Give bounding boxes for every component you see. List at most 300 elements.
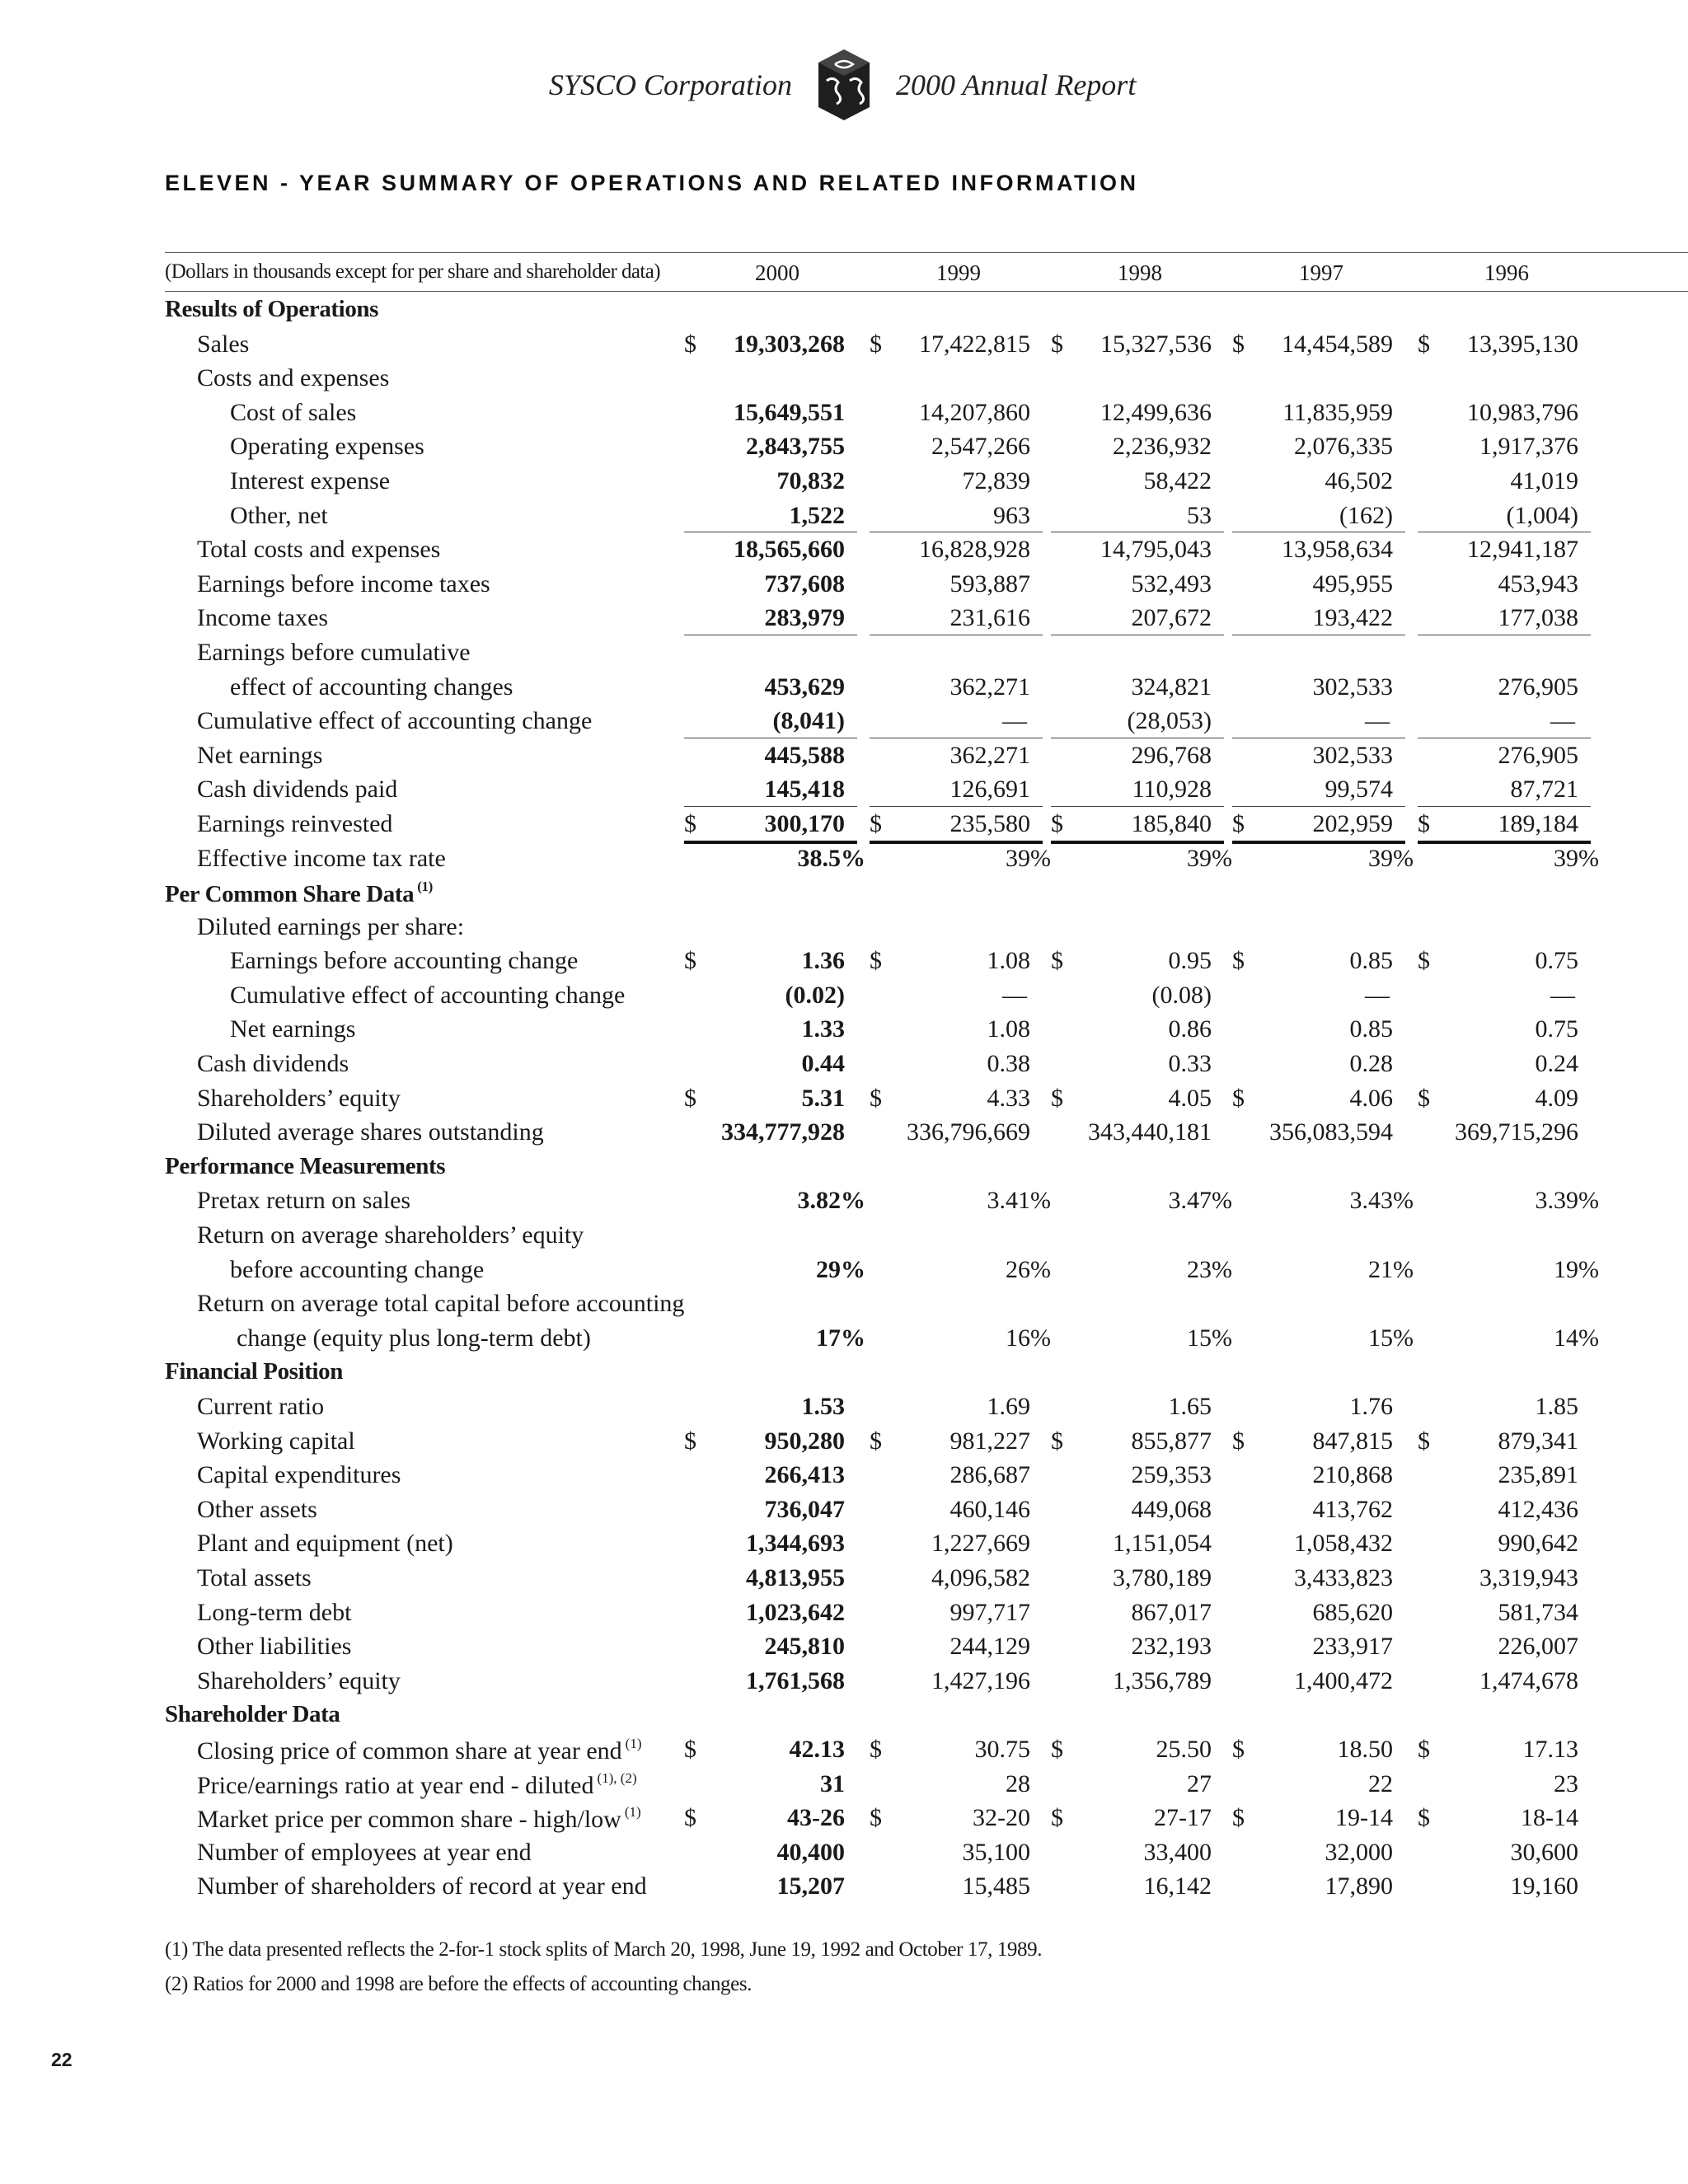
value-cell	[1418, 399, 1591, 434]
dollar-sign: $	[684, 809, 696, 837]
table-row	[165, 771, 1688, 806]
value: 0.75	[1535, 1015, 1578, 1043]
value-cell	[1418, 1667, 1591, 1702]
value-cell	[1418, 1872, 1591, 1907]
value-cell	[1232, 1085, 1405, 1119]
row-label-text: Closing price of common share at year end	[197, 1736, 622, 1765]
table-row	[165, 1389, 1688, 1423]
value: 38.5%	[797, 844, 865, 872]
value-cell	[1418, 1118, 1591, 1153]
value-cell	[1232, 844, 1414, 879]
dollar-sign: $	[684, 1427, 696, 1455]
row-label-text: Costs and expenses	[197, 364, 390, 392]
row-label-text: Cumulative effect of accounting change	[230, 981, 626, 1009]
value-cell	[870, 502, 1043, 533]
footnote: (1) The data presented reflects the 2-for-1 stock splits of March 20, 1998, June 19, 1992 and October 17, 1989.	[165, 1938, 1043, 1961]
value: 1.85	[1535, 1393, 1578, 1420]
value-cell	[1051, 467, 1224, 502]
value: 334,777,928	[721, 1118, 845, 1146]
value-cell	[1232, 982, 1405, 1016]
row-label	[230, 673, 513, 701]
value: 1,023,642	[746, 1598, 845, 1626]
value: 0.86	[1168, 1015, 1212, 1043]
dollar-sign: $	[1232, 1427, 1245, 1455]
value-cell	[870, 1839, 1043, 1873]
value-cell	[1051, 1255, 1232, 1291]
value-cell	[1418, 673, 1591, 708]
value: 26%	[1006, 1255, 1051, 1283]
table-row	[165, 806, 1688, 841]
value-cell	[870, 1872, 1043, 1907]
value-cell	[1232, 1667, 1405, 1702]
value-cell	[1418, 810, 1591, 844]
table-row	[165, 532, 1688, 566]
value: 286,687	[950, 1461, 1030, 1489]
value: 3.41%	[987, 1187, 1051, 1215]
value-cell	[1232, 1804, 1405, 1839]
value-cell	[1232, 707, 1405, 738]
value: 13,958,634	[1282, 536, 1393, 564]
value-cell	[870, 1427, 1043, 1462]
value: 193,422	[1312, 604, 1393, 632]
value: 855,877	[1131, 1427, 1212, 1455]
value: —	[1365, 981, 1390, 1009]
value-cell	[870, 1667, 1043, 1702]
value: 259,353	[1131, 1461, 1212, 1489]
dollar-sign: $	[1418, 809, 1430, 837]
row-label	[197, 1667, 401, 1695]
section-heading	[165, 1701, 340, 1728]
row-label	[197, 330, 249, 359]
dollar-sign: $	[1051, 947, 1063, 975]
dollar-sign: $	[870, 809, 882, 837]
row-label-text: Cash dividends paid	[197, 776, 398, 804]
value: 1,227,669	[931, 1530, 1030, 1558]
value-cell	[684, 1255, 865, 1291]
value-cell	[1232, 1324, 1414, 1359]
dollar-sign: $	[684, 330, 696, 358]
value: 3,780,189	[1113, 1563, 1212, 1591]
table-row	[165, 1732, 1688, 1766]
row-label	[197, 1118, 544, 1146]
value: —	[1002, 981, 1027, 1009]
row-label	[197, 639, 471, 667]
row-label-text: Other, net	[230, 501, 328, 529]
dollar-sign: $	[1232, 330, 1245, 358]
value-cell	[870, 1118, 1043, 1153]
value-cell	[1418, 467, 1591, 502]
value-cell	[1051, 330, 1224, 365]
value: 2,076,335	[1294, 433, 1393, 461]
value: 593,887	[950, 569, 1030, 598]
value-cell	[1051, 502, 1224, 533]
value: 1.08	[987, 947, 1030, 975]
value-cell	[684, 1872, 857, 1907]
value-cell	[684, 707, 857, 738]
table-row	[165, 1011, 1688, 1046]
table-row	[165, 1629, 1688, 1663]
value: 18-14	[1521, 1804, 1578, 1832]
value: 15,207	[776, 1872, 845, 1900]
table-row	[165, 1595, 1688, 1629]
value-cell	[870, 1324, 1051, 1359]
row-label	[230, 467, 390, 495]
value: 1,058,432	[1294, 1530, 1393, 1558]
value-cell	[1232, 1050, 1405, 1085]
row-label	[197, 1427, 355, 1455]
row-label-text: Return on average shareholders’ equity	[197, 1221, 584, 1249]
value: —	[1365, 707, 1390, 735]
table-row	[165, 1114, 1688, 1149]
value: 177,038	[1498, 604, 1578, 632]
value: 33,400	[1143, 1838, 1212, 1866]
table-row	[165, 1492, 1688, 1526]
row-label	[197, 1393, 324, 1421]
row-label-text: Results of Operations	[165, 296, 379, 322]
value-cell	[1232, 1564, 1405, 1599]
value: 23%	[1187, 1255, 1232, 1283]
dollar-sign: $	[1418, 1084, 1430, 1112]
value: 16%	[1006, 1324, 1051, 1352]
value-cell	[870, 1187, 1051, 1221]
row-label	[197, 1050, 349, 1078]
value-cell	[1418, 1599, 1591, 1633]
value-cell	[1051, 399, 1224, 434]
row-label-text: effect of accounting changes	[230, 673, 513, 701]
value: 72,839	[962, 466, 1030, 494]
value-cell	[1051, 1393, 1224, 1427]
row-label	[197, 707, 592, 735]
table-row	[165, 943, 1688, 977]
value: 39%	[1187, 844, 1232, 872]
value: 0.44	[801, 1050, 845, 1078]
value-cell	[684, 1770, 857, 1805]
year-header: 2000	[755, 260, 799, 285]
value: 343,440,181	[1088, 1118, 1212, 1146]
table-row	[165, 1526, 1688, 1560]
value: 302,533	[1312, 741, 1393, 769]
value: 276,905	[1498, 673, 1578, 701]
value: 40,400	[776, 1838, 845, 1866]
value: 1.76	[1349, 1393, 1393, 1420]
row-label	[197, 1770, 637, 1800]
value-cell	[870, 1393, 1043, 1427]
table-row	[165, 498, 1688, 532]
value-cell	[870, 1496, 1043, 1530]
value: 460,146	[950, 1495, 1030, 1523]
value-cell	[1418, 1496, 1591, 1530]
value: 39%	[1006, 844, 1051, 872]
row-label-text: Earnings before income taxes	[197, 569, 490, 598]
row-label-text: Earnings before accounting change	[230, 947, 579, 975]
value-cell	[1051, 1461, 1224, 1496]
value: 245,810	[764, 1633, 845, 1661]
value: 0.28	[1349, 1050, 1393, 1078]
footnote: (2) Ratios for 2000 and 1998 are before the effects of accounting changes.	[165, 1973, 753, 1995]
value: —	[1002, 707, 1027, 735]
value: 266,413	[764, 1461, 845, 1489]
value: 233,917	[1312, 1633, 1393, 1661]
value-cell	[1051, 673, 1224, 708]
value-cell	[1418, 536, 1591, 570]
value-cell	[684, 673, 857, 708]
row-label-text: Cost of sales	[230, 398, 357, 426]
value-cell	[870, 982, 1043, 1016]
value-cell	[870, 844, 1051, 879]
value: 2,843,755	[746, 433, 845, 461]
value: 981,227	[950, 1427, 1030, 1455]
value: 99,574	[1325, 776, 1393, 804]
page-number: 22	[51, 2049, 73, 2070]
dollar-sign: $	[1051, 809, 1063, 837]
value: (28,053)	[1127, 707, 1212, 735]
value: 1,400,472	[1294, 1666, 1393, 1694]
value: (1,004)	[1506, 501, 1578, 529]
value-cell	[1418, 1633, 1591, 1667]
value-cell	[684, 433, 857, 467]
footnotes	[165, 1938, 1042, 2008]
value: 41,019	[1510, 466, 1578, 494]
value: 324,821	[1131, 673, 1212, 701]
dollar-sign: $	[870, 330, 882, 358]
value-cell	[870, 1530, 1043, 1564]
value-cell	[1232, 1427, 1405, 1462]
row-label	[197, 1221, 584, 1249]
value: 29%	[816, 1255, 865, 1283]
row-label	[197, 1804, 641, 1834]
dollar-sign: $	[684, 1084, 696, 1112]
value-cell	[684, 502, 857, 533]
value: 19,303,268	[734, 330, 845, 358]
value: 12,941,187	[1467, 536, 1578, 564]
value-cell	[1418, 1187, 1599, 1221]
value-cell	[1051, 1736, 1224, 1770]
table-row	[165, 1080, 1688, 1115]
dollar-sign: $	[684, 947, 696, 975]
value: 300,170	[764, 809, 845, 837]
row-label	[197, 1872, 647, 1900]
value: 1,151,054	[1113, 1530, 1212, 1558]
value: 43-26	[787, 1804, 845, 1832]
dollar-sign: $	[1051, 1735, 1063, 1763]
value: 0.38	[987, 1050, 1030, 1078]
value: 28	[1006, 1769, 1030, 1797]
value-cell	[870, 742, 1043, 776]
value: 39%	[1554, 844, 1599, 872]
row-label	[197, 1461, 401, 1489]
row-label-text: Operating expenses	[230, 433, 424, 461]
value: 1,344,693	[746, 1530, 845, 1558]
value: 27-17	[1154, 1804, 1212, 1832]
value: 235,580	[950, 809, 1030, 837]
value-cell	[1232, 604, 1405, 635]
value: 4,813,955	[746, 1563, 845, 1591]
value-cell	[684, 1599, 857, 1633]
value-cell	[1418, 844, 1599, 879]
value: 453,629	[764, 673, 845, 701]
value-cell	[870, 947, 1043, 982]
value: —	[1550, 981, 1575, 1009]
row-label-text: Market price per common share - high/low	[197, 1806, 621, 1834]
row-label	[197, 845, 446, 873]
table-row	[165, 1423, 1688, 1458]
year-header: 1997	[1299, 260, 1343, 285]
table-row	[165, 703, 1688, 738]
value-cell	[1418, 1461, 1591, 1496]
dollar-sign: $	[870, 1735, 882, 1763]
value-cell	[1418, 604, 1591, 635]
value-cell	[684, 536, 857, 570]
value-cell	[1232, 399, 1405, 434]
value-cell	[684, 330, 857, 365]
value: 39%	[1368, 844, 1414, 872]
value: 14%	[1554, 1324, 1599, 1352]
value: 736,047	[764, 1495, 845, 1523]
row-label	[230, 1015, 355, 1043]
value: 1,474,678	[1479, 1666, 1578, 1694]
value-cell	[684, 399, 857, 434]
value: 495,955	[1312, 569, 1393, 598]
value-cell	[1232, 1633, 1405, 1667]
table-row	[165, 429, 1688, 463]
value-cell	[1051, 1633, 1224, 1667]
value-cell	[1051, 1496, 1224, 1530]
value: 283,979	[764, 604, 845, 632]
section-heading-row	[165, 1354, 1688, 1389]
value-cell	[684, 1050, 857, 1085]
value: 0.75	[1535, 947, 1578, 975]
row-label	[197, 1530, 453, 1558]
value: 3.43%	[1349, 1187, 1414, 1215]
value-cell	[684, 844, 865, 879]
value: 15,327,536	[1100, 330, 1212, 358]
value: 3.47%	[1168, 1187, 1232, 1215]
value: 362,271	[950, 673, 1030, 701]
dollar-sign: $	[1418, 1735, 1430, 1763]
value: 110,928	[1132, 776, 1212, 804]
row-label-text: Earnings before cumulative	[197, 638, 471, 666]
row-label-text: Other liabilities	[197, 1633, 352, 1661]
row-label-text: Income taxes	[197, 604, 329, 632]
value-cell	[1232, 1118, 1405, 1153]
value: 10,983,796	[1467, 398, 1578, 426]
dollar-sign: $	[1051, 1427, 1063, 1455]
row-label-text: Working capital	[197, 1427, 355, 1455]
value: 1.69	[987, 1393, 1030, 1420]
value: 3,433,823	[1294, 1563, 1393, 1591]
row-label-text: Shareholders’ equity	[197, 1084, 401, 1112]
row-label	[230, 1256, 484, 1284]
section-heading-row	[165, 874, 1688, 909]
row-label-text: Pretax return on sales	[197, 1187, 411, 1215]
section-heading	[165, 1153, 445, 1180]
dollar-sign: $	[870, 1427, 882, 1455]
dollar-sign: $	[684, 1735, 696, 1763]
value-cell	[1418, 1085, 1591, 1119]
value-cell	[1232, 1187, 1414, 1221]
value: 0.85	[1349, 1015, 1393, 1043]
value-cell	[1051, 1804, 1224, 1839]
value-cell	[1418, 947, 1591, 982]
row-label-text: Per Common Share Data	[165, 881, 415, 908]
value-cell	[1051, 1324, 1232, 1359]
footnote-reference: (1)	[624, 1804, 641, 1821]
value-cell	[684, 776, 857, 807]
value-cell	[1418, 707, 1591, 738]
section-heading-row	[165, 292, 1688, 326]
value: 1,761,568	[746, 1666, 845, 1694]
row-label-text: Sales	[197, 330, 250, 358]
value-cell	[870, 1770, 1043, 1805]
value-cell	[870, 604, 1043, 635]
value: —	[1550, 707, 1575, 735]
row-label-text: Net earnings	[230, 1015, 356, 1043]
value: 42.13	[789, 1735, 845, 1763]
value: 15%	[1187, 1324, 1232, 1352]
value: 15%	[1368, 1324, 1414, 1352]
table-row	[165, 1835, 1688, 1869]
value-cell	[1418, 433, 1591, 467]
row-label-text: Other assets	[197, 1495, 317, 1523]
value: 362,271	[950, 741, 1030, 769]
value: 453,943	[1498, 569, 1578, 598]
value-cell	[1232, 330, 1405, 365]
value: 412,436	[1498, 1495, 1578, 1523]
value-cell	[1418, 742, 1591, 776]
value-cell	[870, 1461, 1043, 1496]
row-label	[230, 399, 356, 427]
value-cell	[1418, 776, 1591, 807]
dollar-sign: $	[684, 1804, 696, 1832]
value: 296,768	[1131, 741, 1212, 769]
value: 207,672	[1131, 604, 1212, 632]
row-label-text: Shareholder Data	[165, 1701, 340, 1728]
table-row	[165, 463, 1688, 498]
row-label-text: Total costs and expenses	[197, 536, 441, 564]
dollar-sign: $	[1418, 1427, 1430, 1455]
value: 53	[1187, 501, 1212, 529]
value-cell	[1418, 1324, 1599, 1359]
table-row	[165, 360, 1688, 395]
company-name: SYSCO Corporation	[548, 68, 792, 101]
table-row	[165, 1320, 1688, 1355]
value: 3.82%	[797, 1187, 865, 1215]
value: 950,280	[764, 1427, 845, 1455]
value-cell	[870, 673, 1043, 708]
sysco-logo-icon	[817, 48, 871, 122]
value-cell	[684, 1496, 857, 1530]
value-cell	[1051, 844, 1232, 879]
row-label	[237, 1324, 591, 1352]
value: 27	[1187, 1769, 1212, 1797]
table-row	[165, 1457, 1688, 1492]
value: 32,000	[1325, 1838, 1393, 1866]
dollar-sign: $	[870, 947, 882, 975]
value-cell	[1232, 1015, 1405, 1050]
value-cell	[1232, 1736, 1405, 1770]
value: 19%	[1554, 1255, 1599, 1283]
value-cell	[1051, 947, 1224, 982]
value-cell	[1418, 502, 1591, 533]
value: 1.65	[1168, 1393, 1212, 1420]
value-cell	[1418, 1804, 1591, 1839]
value-cell	[870, 1599, 1043, 1633]
value: 5.31	[801, 1084, 845, 1112]
value-cell	[1418, 1255, 1599, 1291]
year-header: 1996	[1484, 260, 1529, 285]
section-heading-row	[165, 1149, 1688, 1183]
value-cell	[1232, 1839, 1405, 1873]
